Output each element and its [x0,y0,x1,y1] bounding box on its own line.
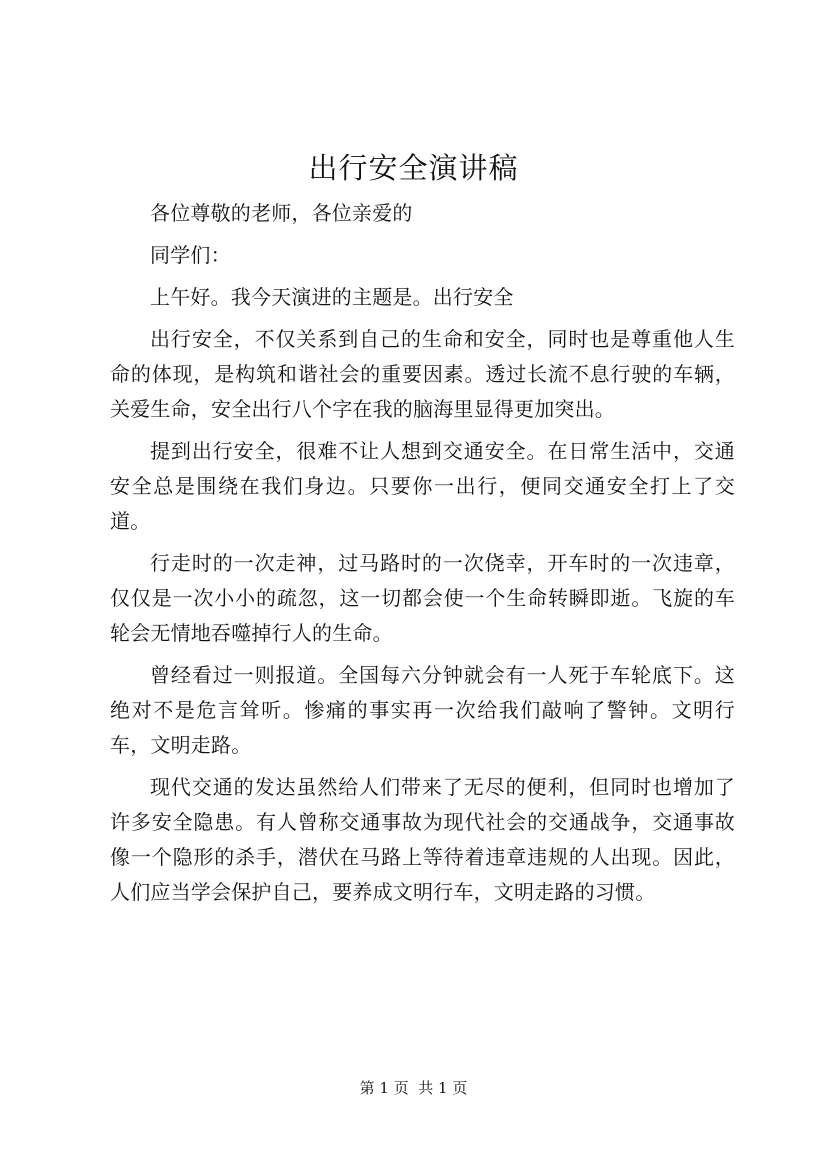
paragraph-greeting: 各位尊敬的老师，各位亲爱的 [150,201,413,225]
paragraph-2: 提到出行安全，很难不让人想到交通安全。在日常生活中，交通安全总是围绕在我们身边。只要你一出行，便同交通安全打上了交道。 [110,439,735,533]
page-number-label: 第 1 页 共 1 页 [359,1079,468,1097]
document-title: 出行安全演讲稿 [308,151,519,185]
page-footer [0,1078,827,1098]
paragraph-intro: 上午好。我今天演进的主题是。出行安全 [150,285,514,309]
paragraph-4: 曾经看过一则报道。全国每六分钟就会有一人死于车轮底下。这绝对不是危言耸听。惨痛的事实再一次给我们敲响了警钟。文明行车，文明走路。 [110,663,735,757]
paragraph-greeting-cont: 同学们： [150,243,231,267]
paragraph-1: 出行安全，不仅关系到自己的生命和安全，同时也是尊重他人生命的体现，是构筑和谐社会的重要因素。透过长流不息行驶的车辆，关爱生命，安全出行八个字在我的脑海里显得更加突出。 [110,327,735,421]
paragraph-3: 行走时的一次走神，过马路时的一次侥幸，开车时的一次违章，仅仅是一次小小的疏忽，这一切都会使一个生命转瞬即逝。飞旋的车轮会无情地吞噬掉行人的生命。 [110,551,735,645]
paragraph-5: 现代交通的发达虽然给人们带来了无尽的便利，但同时也增加了许多安全隐患。有人曾称交通事故为现代社会的交通战争，交通事故像一个隐形的杀手，潜伏在马路上等待着违章违规的人出现。因此，人们应当学会保护自己，要养成文明行车，文明走路的习惯。 [110,775,735,904]
document-body [110,196,735,910]
